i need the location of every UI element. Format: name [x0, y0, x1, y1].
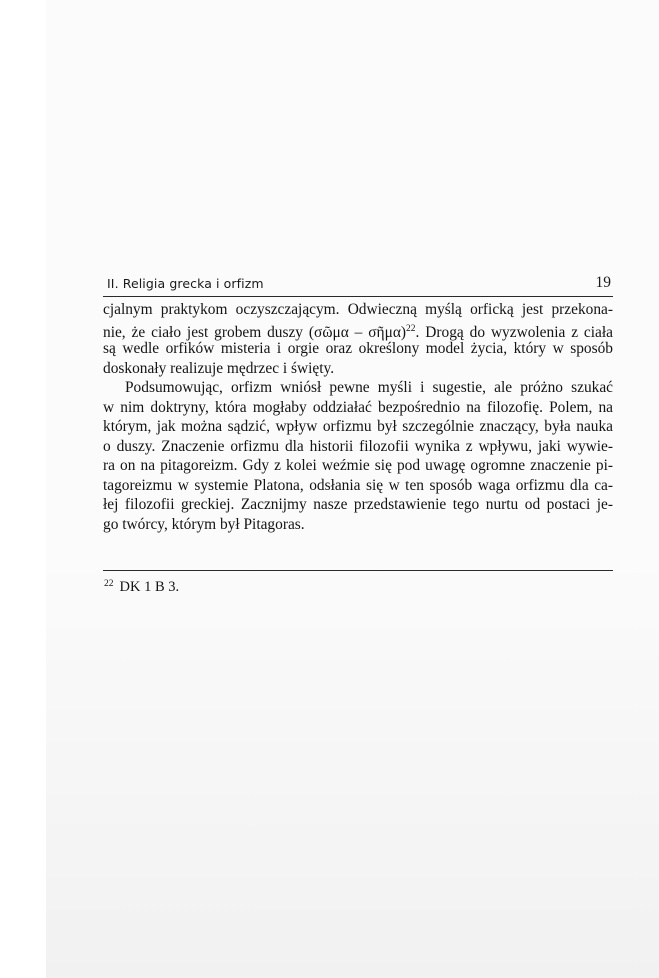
page-background-shade	[46, 560, 659, 978]
footnote-reference: 22	[406, 323, 416, 334]
text-line: o duszy. Znaczenie orfizmu dla historii filozofii wynika z wpływu, jaki wywie-	[103, 437, 613, 455]
chapter-title: II. Religia grecka i orfizm	[107, 276, 264, 291]
footnote-number: 22	[104, 579, 114, 589]
text-line: Podsumowując, orfizm wniósł pewne myśli i sugestie, ale próżno szukać	[125, 379, 613, 396]
text-line: go twórcy, którym był Pitagoras.	[103, 515, 305, 533]
text-line: doskonały realizuje mędrzec i święty.	[103, 359, 335, 377]
page-number: 19	[595, 274, 611, 291]
header-rule	[103, 296, 613, 297]
text-line: cjalnym praktykom oczyszczającym. Odwieczną myślą orficką jest przekona-	[103, 301, 613, 318]
text-line: tagoreizmu w systemie Platona, odsłania się w ten sposób waga orfizmu dla ca-	[103, 476, 613, 494]
footnote-rule	[103, 570, 613, 571]
body-text	[103, 300, 613, 534]
text-line: łej filozofii greckiej. Zacznijmy nasze przedstawienie tego nurtu od postaci je-	[103, 496, 613, 513]
text-segment: . Drogą do wyzwolenia z ciała	[415, 323, 613, 341]
footnote	[104, 579, 179, 596]
text-line: w nim doktryny, która mogłaby oddziałać bezpośrednio na filozofię. Polem, na	[103, 398, 613, 416]
text-segment: nie, że ciało jest grobem duszy (σῶμα – σῆμα)	[103, 323, 407, 341]
running-head	[103, 274, 613, 296]
footnote-text: DK 1 B 3.	[119, 579, 180, 595]
text-line: ra on na pitagoreizm. Gdy z kolei weźmie się pod uwagę ogromne znaczenie pi-	[103, 457, 613, 474]
text-line-with-footnote-ref	[103, 320, 613, 340]
text-line: są wedle orfików misteria i orgie oraz określony model życia, który w sposób	[103, 340, 613, 357]
text-line: którym, jak można sądzić, wpływ orfizmu był szczególnie znaczący, była nauka	[103, 418, 613, 435]
